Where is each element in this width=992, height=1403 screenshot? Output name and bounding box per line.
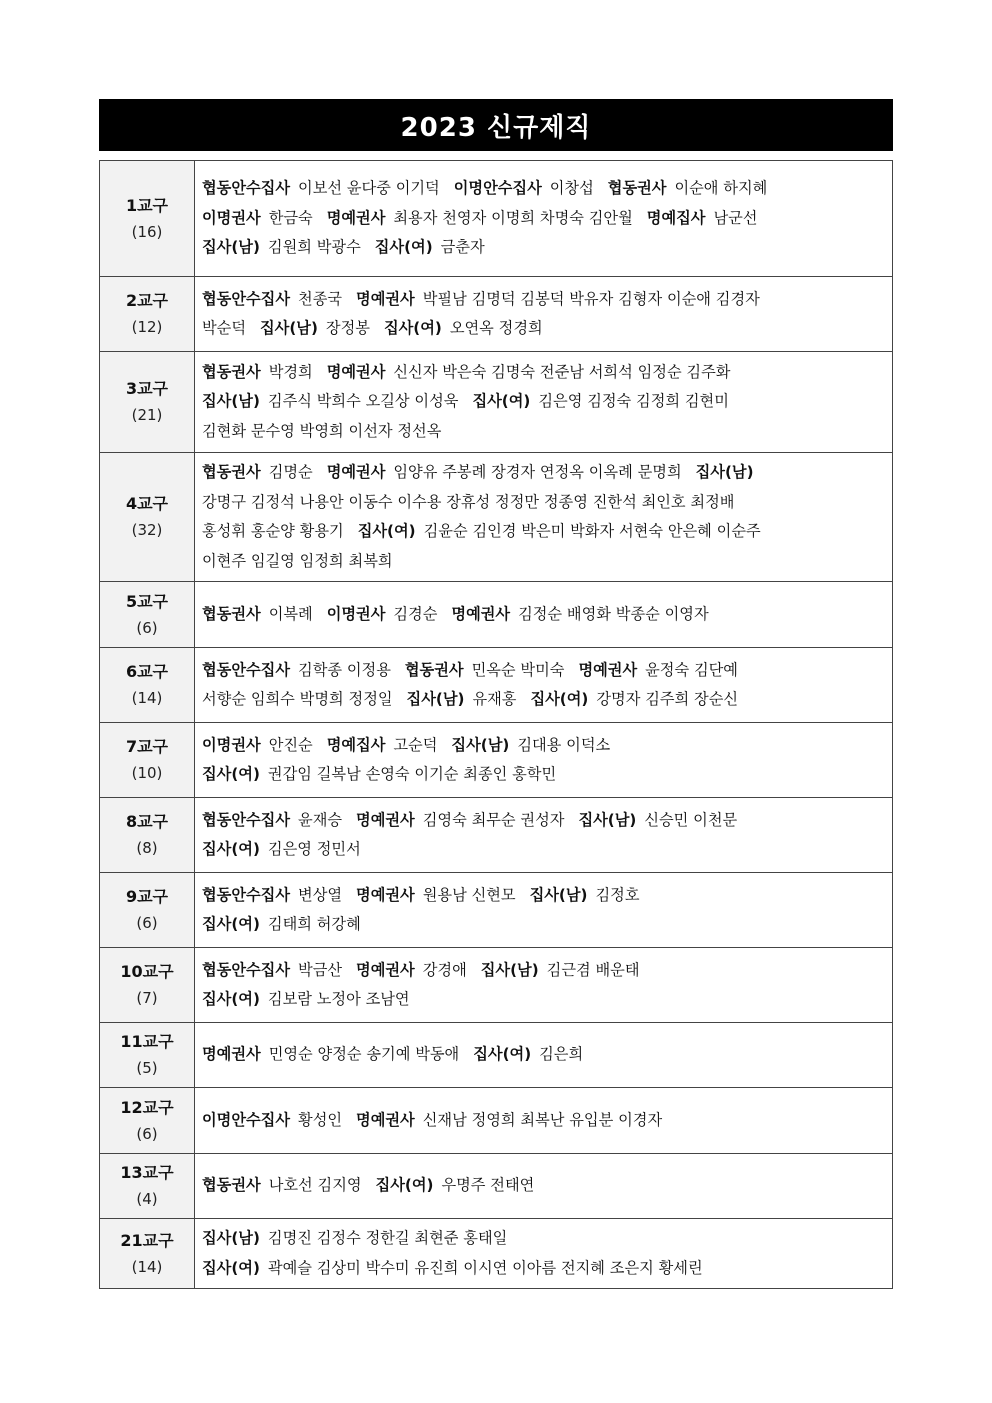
member-line	[202, 985, 884, 1015]
member-line	[202, 233, 884, 263]
district-label-cell	[100, 1088, 195, 1154]
district-name: 10교구	[120, 962, 174, 981]
member-line	[202, 731, 884, 761]
member-names: 김현화 문수영 박영희 이선자 정선옥	[202, 421, 442, 440]
page-title: 2023 신규제직	[99, 99, 893, 151]
member-names: 이창섭	[549, 179, 594, 198]
member-names: 민옥순 박미숙	[471, 660, 565, 679]
role-label: 집사(여)	[202, 915, 260, 933]
member-names: 김은영 김정숙 김정희 김현미	[538, 392, 729, 411]
district-name: 6교구	[125, 662, 169, 681]
district-name: 12교구	[120, 1097, 174, 1117]
member-names: 김원희 박광수	[267, 238, 361, 257]
member-names: 강명구 김정석 나용안 이동수 이수용 장휴성 정정만 정종영 진한석 최인호 최정배	[202, 492, 735, 511]
role-label: 협동권사	[607, 179, 667, 198]
member-names: 김경순	[393, 604, 438, 623]
role-label: 이명안수집사	[202, 1110, 291, 1129]
district-count: (14)	[131, 689, 163, 707]
member-names: 홍성휘 홍순양 황용기	[202, 522, 344, 540]
role-label: 명예권사	[326, 362, 386, 381]
member-names: 김대용 이덕소	[517, 735, 611, 754]
role-label: 명예권사	[356, 1110, 415, 1129]
role-label: 집사(남)	[260, 319, 318, 337]
district-name: 3교구	[125, 379, 169, 398]
member-line	[202, 835, 884, 865]
member-names: 한금숙	[268, 208, 313, 227]
district-label-cell	[100, 453, 195, 582]
role-label: 집사(남)	[695, 463, 754, 481]
district-count: (16)	[131, 222, 163, 241]
district-label-cell	[100, 277, 195, 352]
member-names: 강경애	[422, 960, 467, 979]
member-names: 김정순 배영화 박종순 이영자	[518, 604, 709, 623]
role-label: 집사(남)	[202, 392, 260, 411]
member-names: 신신자 박은숙 김명숙 전준남 서희석 임정순 김주화	[393, 362, 731, 381]
member-names: 김정호	[595, 885, 640, 904]
member-names: 이보선 윤다중 이기덕	[298, 179, 440, 198]
district-count: (6)	[136, 618, 158, 637]
member-names: 신재남 정영희 최복난 유입분 이경자	[422, 1110, 663, 1129]
role-label: 명예권사	[356, 885, 415, 904]
member-line	[202, 600, 884, 630]
district-table-body	[100, 161, 893, 1289]
member-line	[202, 417, 884, 447]
role-label: 이명권사	[326, 604, 386, 623]
role-label: 이명권사	[202, 208, 261, 227]
member-line	[202, 1106, 884, 1136]
district-count: (21)	[131, 406, 163, 424]
member-names: 윤정숙 김단예	[645, 660, 738, 679]
member-names: 이순애 하지혜	[674, 179, 768, 198]
district-row	[100, 723, 893, 798]
member-names: 장정봉	[325, 319, 370, 337]
role-label: 집사(여)	[202, 990, 260, 1008]
member-line	[202, 358, 884, 388]
district-row	[100, 873, 893, 948]
role-label: 집사(남)	[578, 810, 637, 829]
district-name: 1교구	[125, 195, 169, 215]
role-label: 집사(여)	[375, 1176, 434, 1195]
member-names: 변상열	[298, 885, 343, 904]
district-members-cell	[195, 798, 893, 873]
member-names: 민영순 양정순 송기예 박동애	[268, 1045, 460, 1064]
role-label: 협동안수집사	[202, 289, 291, 308]
district-row	[100, 277, 893, 352]
district-members-cell	[195, 1023, 893, 1088]
role-label: 명예권사	[578, 660, 638, 679]
district-count: (14)	[131, 1257, 163, 1276]
role-label: 협동권사	[202, 604, 261, 623]
member-line	[202, 656, 884, 686]
member-names: 이복례	[268, 604, 313, 623]
member-names: 김영숙 최무순 권성자	[422, 810, 565, 829]
district-name: 4교구	[125, 494, 169, 513]
role-label: 집사(남)	[480, 960, 539, 979]
member-names: 곽예슬 김상미 박수미 유진희 이시연 이아름 전지혜 조은지 황세린	[267, 1258, 703, 1277]
role-label: 협동권사	[202, 1176, 261, 1195]
district-members-cell	[195, 1088, 893, 1154]
role-label: 집사(여)	[374, 238, 433, 257]
member-names: 우명주 전태연	[441, 1176, 535, 1195]
member-names: 김윤순 김인경 박은미 박화자 서현숙 안은혜 이순주	[423, 522, 761, 540]
member-line	[202, 806, 884, 836]
district-count: (5)	[136, 1059, 158, 1077]
role-label: 협동안수집사	[202, 660, 291, 679]
member-names: 임양유 주봉례 장경자 연정옥 이옥례 문명희	[393, 463, 682, 481]
member-line	[202, 285, 884, 315]
member-names: 원용남 신현모	[422, 885, 516, 904]
district-name: 5교구	[125, 591, 169, 611]
member-names: 윤재승	[298, 810, 343, 829]
member-names: 천종국	[298, 289, 343, 308]
district-members-cell	[195, 352, 893, 453]
member-names: 김명순	[268, 463, 313, 481]
district-name: 13교구	[120, 1163, 174, 1182]
member-line	[202, 517, 884, 547]
role-label: 집사(여)	[202, 1258, 260, 1277]
member-names: 권갑임 길복남 손영숙 이기순 최종인 홍학민	[267, 765, 557, 783]
member-names: 황성인	[298, 1110, 343, 1129]
member-names: 김근겸 배운태	[546, 960, 640, 979]
member-line	[202, 685, 884, 715]
member-names: 유재홍	[472, 690, 517, 708]
district-row	[100, 582, 893, 648]
district-name: 7교구	[125, 737, 169, 756]
district-row	[100, 161, 893, 277]
district-members-cell	[195, 1154, 893, 1219]
member-names: 신승민 이천문	[644, 810, 738, 829]
role-label: 명예집사	[646, 208, 706, 227]
member-line	[202, 174, 884, 204]
district-name: 21교구	[120, 1230, 174, 1250]
district-members-cell	[195, 723, 893, 798]
member-names: 서향순 임희수 박명희 정정일	[202, 690, 393, 708]
district-name: 9교구	[125, 887, 169, 906]
district-row	[100, 1023, 893, 1088]
role-label: 명예권사	[356, 960, 415, 979]
member-line	[202, 1171, 884, 1201]
role-label: 집사(여)	[383, 319, 442, 337]
member-line	[202, 910, 884, 940]
district-members-cell	[195, 648, 893, 723]
district-count: (8)	[136, 839, 158, 857]
district-label-cell	[100, 648, 195, 723]
member-names: 남군선	[713, 208, 758, 227]
role-label: 집사(여)	[202, 765, 260, 783]
member-names: 최용자 천영자 이명희 차명숙 김안월	[393, 208, 633, 227]
district-label-cell	[100, 798, 195, 873]
member-names: 김학종 이정용	[298, 660, 391, 679]
member-names: 김은희	[539, 1045, 584, 1064]
member-line	[202, 488, 884, 518]
district-members-cell	[195, 277, 893, 352]
member-names: 이현주 임길영 임정희 최복희	[202, 551, 393, 570]
role-label: 명예권사	[326, 208, 386, 227]
role-label: 집사(남)	[202, 1229, 260, 1247]
district-label-cell	[100, 582, 195, 648]
district-count: (4)	[136, 1190, 158, 1208]
district-members-cell	[195, 948, 893, 1023]
role-label: 집사(여)	[473, 1045, 532, 1064]
member-names: 김명진 김정수 정한길 최현준 홍태일	[267, 1229, 508, 1247]
member-names: 박필남 김명덕 김봉덕 박유자 김형자 이순애 김경자	[422, 289, 760, 308]
member-names: 김태희 허강혜	[267, 915, 361, 933]
role-label: 명예권사	[356, 289, 415, 308]
district-label-cell	[100, 352, 195, 453]
role-label: 협동안수집사	[202, 810, 291, 829]
member-names: 김보람 노정아 조남연	[267, 990, 410, 1008]
member-names: 안진순	[268, 735, 313, 754]
member-line	[202, 1224, 884, 1254]
district-count: (12)	[131, 318, 163, 336]
district-label-cell	[100, 948, 195, 1023]
role-label: 명예권사	[356, 810, 415, 829]
district-label-cell	[100, 1154, 195, 1219]
district-row	[100, 798, 893, 873]
member-line	[202, 1254, 884, 1284]
member-names: 강명자 김주희 장순신	[596, 690, 739, 708]
district-count: (6)	[136, 1124, 158, 1143]
member-line	[202, 387, 884, 417]
role-label: 명예권사	[202, 1045, 261, 1064]
role-label: 집사(여)	[530, 690, 589, 708]
district-row	[100, 1154, 893, 1219]
district-count: (6)	[136, 914, 158, 932]
member-names: 박금산	[298, 960, 343, 979]
district-members-cell	[195, 873, 893, 948]
role-label: 이명안수집사	[453, 179, 542, 198]
member-names: 오연옥 정경희	[449, 319, 543, 337]
district-count: (32)	[131, 521, 163, 539]
role-label: 명예집사	[326, 735, 386, 754]
district-table	[99, 160, 893, 1289]
member-names: 금춘자	[440, 238, 485, 257]
role-label: 협동권사	[202, 362, 261, 381]
district-row	[100, 453, 893, 582]
role-label: 집사(남)	[529, 885, 588, 904]
district-row	[100, 1219, 893, 1289]
member-names: 김은영 정민서	[267, 840, 361, 858]
member-names: 김주식 박희수 오길상 이성욱	[267, 392, 459, 411]
district-count: (10)	[131, 764, 163, 782]
district-label-cell	[100, 1219, 195, 1289]
role-label: 집사(남)	[202, 238, 260, 257]
member-line	[202, 458, 884, 488]
role-label: 협동안수집사	[202, 885, 291, 904]
member-line	[202, 547, 884, 577]
district-members-cell	[195, 453, 893, 582]
role-label: 협동권사	[404, 660, 464, 679]
member-line	[202, 760, 884, 790]
role-label: 명예권사	[326, 463, 386, 481]
role-label: 협동안수집사	[202, 179, 291, 198]
role-label: 집사(여)	[357, 522, 416, 540]
district-members-cell	[195, 582, 893, 648]
role-label: 집사(여)	[472, 392, 531, 411]
role-label: 명예권사	[451, 604, 511, 623]
member-names: 고순덕	[393, 735, 438, 754]
district-label-cell	[100, 1023, 195, 1088]
district-row	[100, 948, 893, 1023]
district-name: 2교구	[125, 291, 169, 310]
member-line	[202, 204, 884, 234]
district-label-cell	[100, 161, 195, 277]
member-line	[202, 881, 884, 911]
district-label-cell	[100, 873, 195, 948]
district-row	[100, 648, 893, 723]
role-label: 집사(남)	[451, 735, 510, 754]
district-label-cell	[100, 723, 195, 798]
member-names: 나호선 김지영	[268, 1176, 362, 1195]
role-label: 협동안수집사	[202, 960, 291, 979]
district-name: 11교구	[120, 1032, 174, 1051]
district-row	[100, 352, 893, 453]
role-label: 집사(남)	[406, 690, 465, 708]
district-count: (7)	[136, 989, 158, 1007]
member-names: 박경희	[268, 362, 313, 381]
district-members-cell	[195, 1219, 893, 1289]
member-line	[202, 956, 884, 986]
role-label: 집사(여)	[202, 840, 260, 858]
member-names: 박순덕	[202, 319, 247, 337]
role-label: 이명권사	[202, 735, 261, 754]
district-name: 8교구	[125, 812, 169, 831]
role-label: 협동권사	[202, 463, 261, 481]
member-line	[202, 1040, 884, 1070]
member-line	[202, 314, 884, 344]
district-members-cell	[195, 161, 893, 277]
district-row	[100, 1088, 893, 1154]
